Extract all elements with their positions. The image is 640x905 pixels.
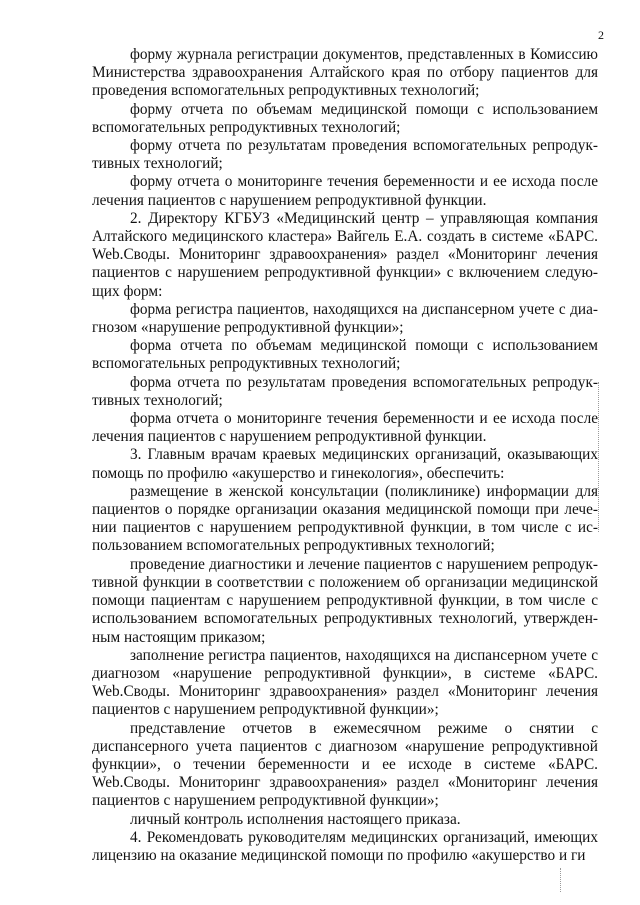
paragraph-10: 3. Главным врачам краевых медицинских организаций, оказывающих помощь по профилю «акушерство и гинекология», обеспечить: xyxy=(92,446,598,482)
paragraph-5: 2. Директору КГБУЗ «Медицинский центр – управляющая компания Алтайского медицинского кластера» Вайгель Е.А. создать в системе «БАРС. Web.Своды. Мониторинг здравоохранения» раздел «Мониторинг лечения пациентов с нарушением репродуктивной функции» с включением следующих форм: xyxy=(92,209,598,300)
paragraph-15: личный контроль исполнения настоящего приказа. xyxy=(130,810,461,828)
paragraph-6: форма регистра пациентов, находящихся на диспансерном учете с диагнозом «нарушение репродуктивной функции»; xyxy=(92,300,598,337)
paragraph-9: форма отчета о мониторинге течения беременности и ее исхода после лечения пациентов с нарушением репродуктивной функции. xyxy=(92,410,598,446)
paragraph-11: размещение в женской консультации (поликлинике) информации для пациентов о порядке организации оказания медицинской помощи при лечении пациентов с нарушением репродуктивной функции, в том числе с использованием вспомогательных репродуктивных технологий; xyxy=(92,482,598,555)
page-number: 2 xyxy=(598,28,604,42)
paragraph-1: форму журнала регистрации документов, представленных в Комиссию Министерства здравоохранения Алтайского края по отбору пациентов для проведения вспомогательных репродуктивных технологий; xyxy=(92,46,598,100)
scan-fold-line xyxy=(598,382,599,532)
paragraph-12: проведение диагностики и лечение пациентов с нарушением репродуктивной функции в соответствии с положением об организации медицинской помощи пациентам с нарушением репродуктивной функции, в том числе с использованием вспомогательных репродуктивных технологий, утвержденным настоящим приказом; xyxy=(92,555,598,646)
paragraph-16: 4. Рекомендовать руководителям медицинских организаций, имеющих лицензию на оказание медицинской помощи по профилю «акушерство и ги xyxy=(92,828,598,864)
paragraph-8: форма отчета по результатам проведения вспомогательных репродуктивных технологий; xyxy=(92,373,598,409)
document-body xyxy=(92,46,598,865)
paragraph-4: форму отчета о мониторинге течения беременности и ее исхода после лечения пациентов с нарушением репродуктивной функции. xyxy=(92,173,598,209)
paragraph-3: форму отчета по результатам проведения вспомогательных репродуктивных технологий; xyxy=(92,137,598,173)
paragraph-13: заполнение регистра пациентов, находящихся на диспансерном учете с диагнозом «нарушение репродуктивной функции», в системе «БАРС. Web.Своды. Мониторинг здравоохранения» раздел «Мониторинг лечения пациентов с нарушением репродуктивной функции»; xyxy=(92,646,598,719)
paragraph-7: форма отчета по объемам медицинской помощи с использованием вспомогательных репродуктивных технологий; xyxy=(92,337,598,373)
paragraph-2: форму отчета по объемам медицинской помощи с использованием вспомогательных репродуктивных технологий; xyxy=(92,100,598,136)
scan-edge-mark xyxy=(560,868,561,892)
paragraph-14: представление отчетов в ежемесячном режиме о снятии с диспансерного учета пациентов с диагнозом «нарушение репродуктивной функции», о течении беременности и ее исходе в системе «БАРС. Web.Своды. Мониторинг здравоохранения» раздел «Мониторинг лечения пациентов с нарушением репродуктивной функции»; xyxy=(92,719,598,810)
